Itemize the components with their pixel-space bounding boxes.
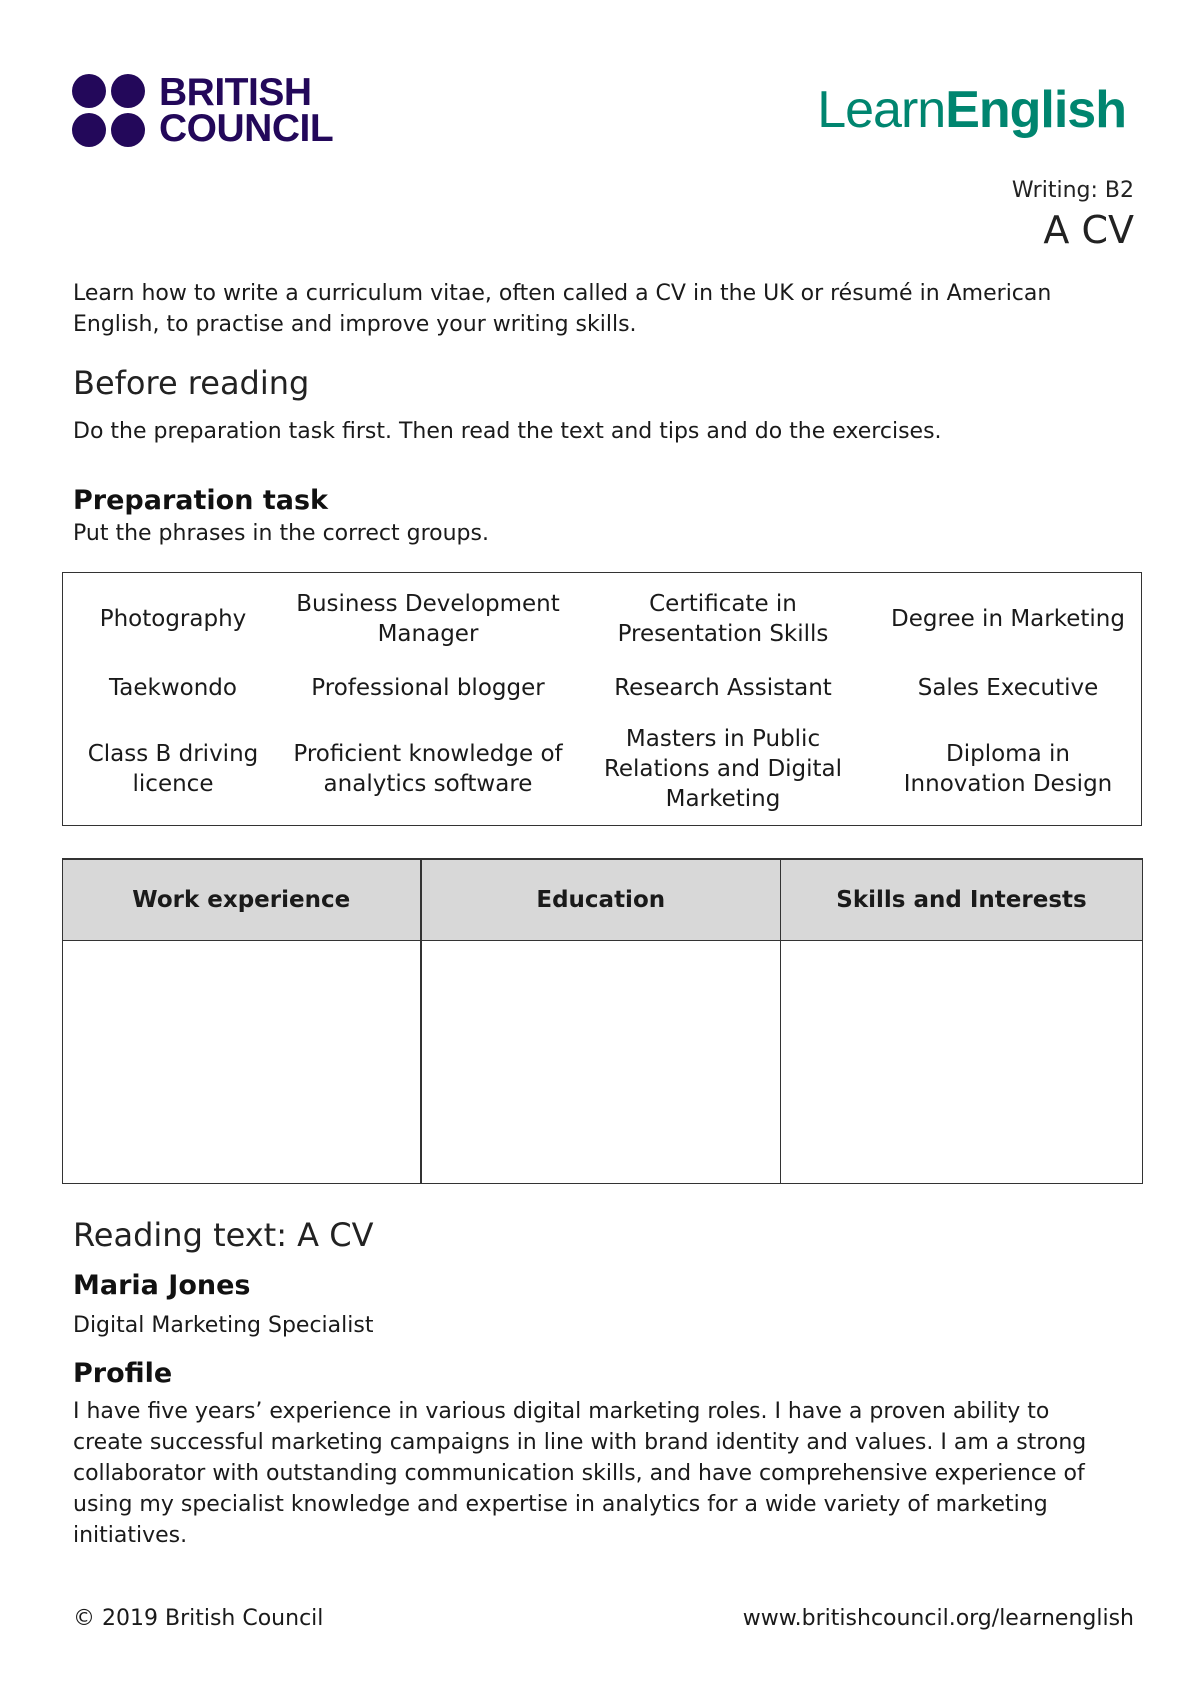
before-reading-heading: Before reading bbox=[73, 364, 310, 402]
phrase-line: Taekwondo bbox=[109, 675, 237, 701]
copyright-text: © 2019 British Council bbox=[73, 1606, 324, 1631]
logo-dots-icon bbox=[72, 74, 145, 147]
phrase-line: Certificate in bbox=[649, 591, 797, 617]
phrase-line: Masters in Public bbox=[625, 726, 821, 752]
before-reading-text: Do the preparation task first. Then read the text and tips and do the exercises. bbox=[73, 419, 942, 444]
phrase-item bbox=[873, 604, 1143, 634]
cv-name: Maria Jones bbox=[73, 1270, 251, 1301]
phrase-item bbox=[873, 739, 1143, 799]
profile-heading: Profile bbox=[73, 1358, 173, 1389]
profile-line: collaborator with outstanding communication skills, and have comprehensive experience of bbox=[73, 1461, 1085, 1486]
phrase-line: Professional blogger bbox=[311, 675, 545, 701]
phrase-item bbox=[573, 724, 873, 814]
groups-header-row bbox=[63, 859, 1143, 941]
level-label: Writing: B2 bbox=[1011, 178, 1134, 203]
phrase-line: Marketing bbox=[665, 786, 781, 812]
phrase-item bbox=[573, 673, 873, 703]
phrase-item bbox=[873, 673, 1143, 703]
group-header-skills-interests: Skills and Interests bbox=[781, 859, 1143, 941]
profile-line: I have five years’ experience in various digital marketing roles. I have a proven ability to bbox=[73, 1399, 1050, 1424]
group-header-work-experience: Work experience bbox=[63, 859, 421, 941]
learnenglish-part2: English bbox=[945, 81, 1126, 139]
cv-job-title: Digital Marketing Specialist bbox=[73, 1313, 374, 1338]
learnenglish-part1: Learn bbox=[817, 81, 946, 139]
phrase-item bbox=[573, 589, 873, 649]
profile-text bbox=[73, 1396, 1133, 1551]
logo-line-1: BRITISH bbox=[159, 70, 312, 114]
groups-answer-row bbox=[63, 941, 1143, 1184]
phrase-line: Relations and Digital bbox=[603, 756, 843, 782]
phrase-box bbox=[62, 572, 1142, 826]
phrase-grid bbox=[63, 573, 1141, 823]
phrase-item bbox=[283, 739, 573, 799]
phrase-line: Degree in Marketing bbox=[891, 606, 1125, 632]
phrase-line: Sales Executive bbox=[917, 675, 1099, 701]
logo-wordmark bbox=[159, 70, 334, 150]
footer-url-link[interactable]: www.britishcouncil.org/learnenglish bbox=[742, 1606, 1134, 1631]
answer-cell-skills-interests[interactable] bbox=[781, 941, 1143, 1184]
phrase-item bbox=[63, 604, 283, 634]
phrase-line: Business Development bbox=[296, 591, 560, 617]
phrase-item bbox=[283, 673, 573, 703]
learnenglish-logo bbox=[817, 80, 1126, 140]
intro-paragraph bbox=[73, 278, 1133, 340]
phrase-line: analytics software bbox=[323, 771, 533, 797]
phrase-item bbox=[283, 589, 573, 649]
phrase-line: Manager bbox=[377, 621, 479, 647]
intro-line-2: English, to practise and improve your writing skills. bbox=[73, 312, 637, 337]
profile-line: create successful marketing campaigns in line with brand identity and values. I am a strong bbox=[73, 1430, 1087, 1455]
phrase-item bbox=[63, 673, 283, 703]
phrase-line: Presentation Skills bbox=[617, 621, 829, 647]
phrase-line: Proficient knowledge of bbox=[293, 741, 563, 767]
logo-line-2: COUNCIL bbox=[159, 106, 334, 150]
phrase-line: Diploma in bbox=[946, 741, 1070, 767]
preparation-heading: Preparation task bbox=[73, 485, 328, 516]
profile-line: using my specialist knowledge and expertise in analytics for a wide variety of marketing bbox=[73, 1492, 1048, 1517]
answer-cell-work-experience[interactable] bbox=[63, 941, 421, 1184]
preparation-instruction: Put the phrases in the correct groups. bbox=[73, 521, 489, 546]
answer-cell-education[interactable] bbox=[421, 941, 781, 1184]
phrase-item bbox=[63, 739, 283, 799]
phrase-line: Class B driving bbox=[87, 741, 259, 767]
intro-line-1: Learn how to write a curriculum vitae, often called a CV in the UK or résumé in American bbox=[73, 281, 1052, 306]
british-council-logo bbox=[72, 70, 334, 150]
groups-table bbox=[62, 858, 1143, 1184]
reading-heading: Reading text: A CV bbox=[73, 1216, 374, 1254]
document-title: A CV bbox=[1043, 208, 1134, 252]
phrase-line: Research Assistant bbox=[614, 675, 832, 701]
phrase-line: Photography bbox=[99, 606, 247, 632]
group-header-education: Education bbox=[421, 859, 781, 941]
profile-line: initiatives. bbox=[73, 1523, 188, 1548]
phrase-line: Innovation Design bbox=[903, 771, 1113, 797]
phrase-line: licence bbox=[132, 771, 214, 797]
